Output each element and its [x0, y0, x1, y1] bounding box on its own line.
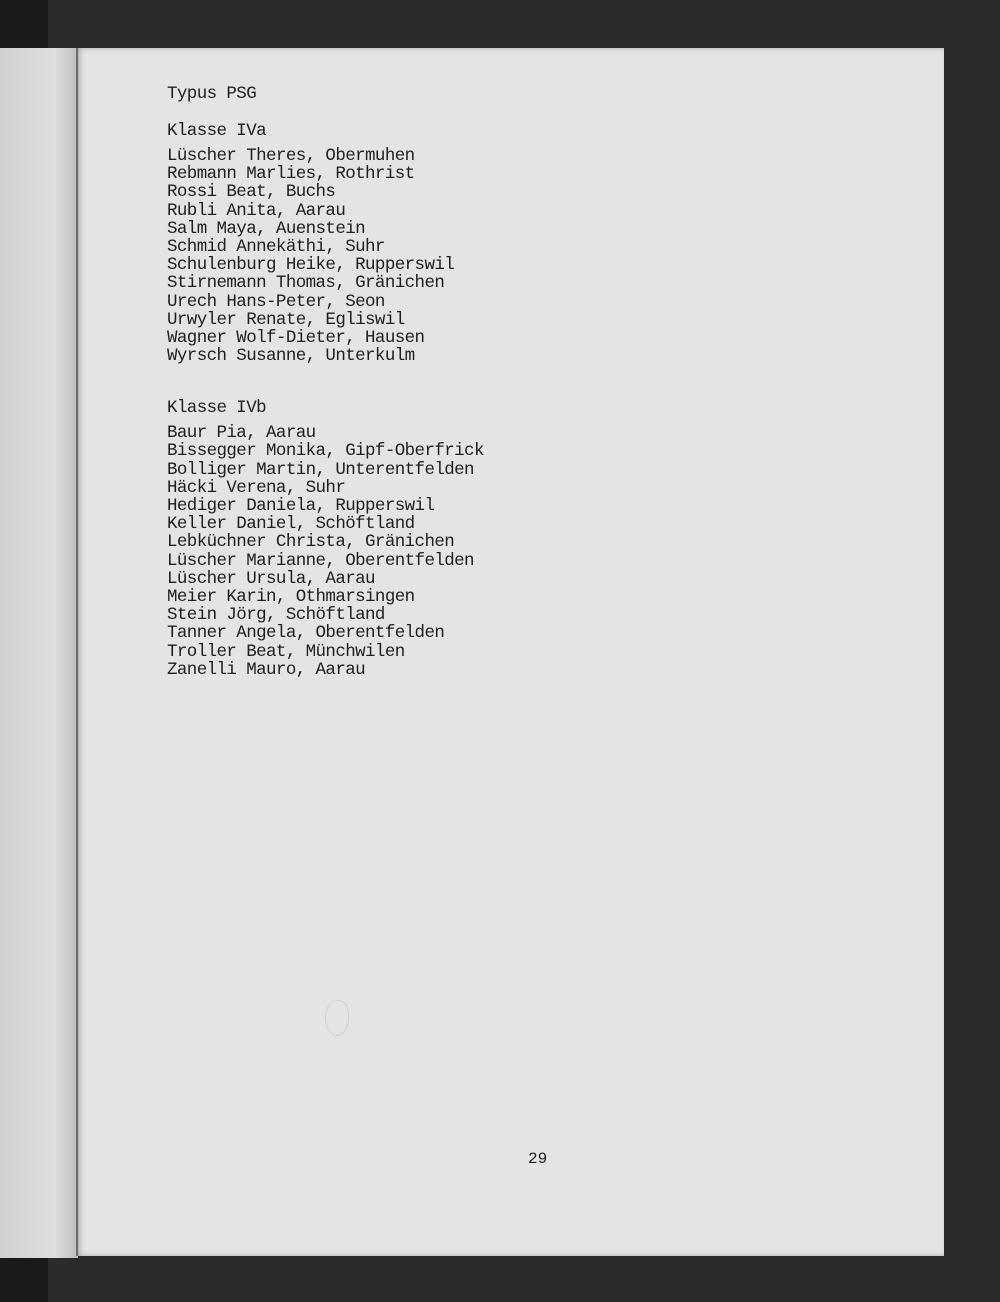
list-item: Bissegger Monika, Gipf-Oberfrick [167, 441, 484, 462]
list-item: Wyrsch Susanne, Unterkulm [167, 346, 415, 367]
list-item: Keller Daniel, Schöftland [167, 514, 415, 535]
document-title: Typus PSG [167, 84, 257, 104]
list-item: Lüscher Ursula, Aarau [167, 568, 375, 589]
list-item: Rossi Beat, Buchs [167, 182, 336, 203]
list-item: Lüscher Marianne, Oberentfelden [167, 550, 474, 571]
list-item: Hediger Daniela, Rupperswil [167, 496, 435, 516]
list-item: Bolliger Martin, Unterentfelden [167, 459, 474, 480]
section-heading-iva: Klasse IVa [167, 121, 267, 141]
list-item: Lebküchner Christa, Gränichen [167, 532, 455, 553]
paper-mark [325, 1000, 349, 1036]
list-item: Schulenburg Heike, Rupperswil [167, 255, 455, 276]
list-item: Rubli Anita, Aarau [167, 200, 346, 221]
list-item: Urech Hans-Peter, Seon [167, 291, 385, 312]
list-item: Meier Karin, Othmarsingen [167, 586, 415, 607]
page-number: 29 [528, 1150, 548, 1168]
facing-page-edge [0, 48, 78, 1258]
list-item: Häcki Verena, Suhr [167, 477, 346, 498]
class-list-ivb [167, 424, 484, 679]
list-item: Stirnemann Thomas, Gränichen [167, 273, 445, 294]
section-heading-ivb: Klasse IVb [167, 398, 267, 419]
list-item: Tanner Angela, Oberentfelden [167, 623, 445, 644]
list-item: Urwyler Renate, Egliswil [167, 309, 405, 330]
binding-spine [76, 48, 78, 1256]
list-item: Lüscher Theres, Obermuhen [167, 146, 415, 166]
page-content [167, 80, 484, 679]
class-list-iva [167, 147, 484, 365]
list-item: Troller Beat, Münchwilen [167, 641, 405, 662]
list-item: Rebmann Marlies, Rothrist [167, 164, 415, 185]
list-item: Salm Maya, Auenstein [167, 218, 366, 239]
list-item: Wagner Wolf-Dieter, Hausen [167, 327, 425, 348]
list-item: Zanelli Mauro, Aarau [167, 659, 366, 680]
list-item: Schmid Annekäthi, Suhr [167, 236, 385, 257]
list-item: Baur Pia, Aarau [167, 423, 316, 444]
list-item: Stein Jörg, Schöftland [167, 605, 385, 626]
